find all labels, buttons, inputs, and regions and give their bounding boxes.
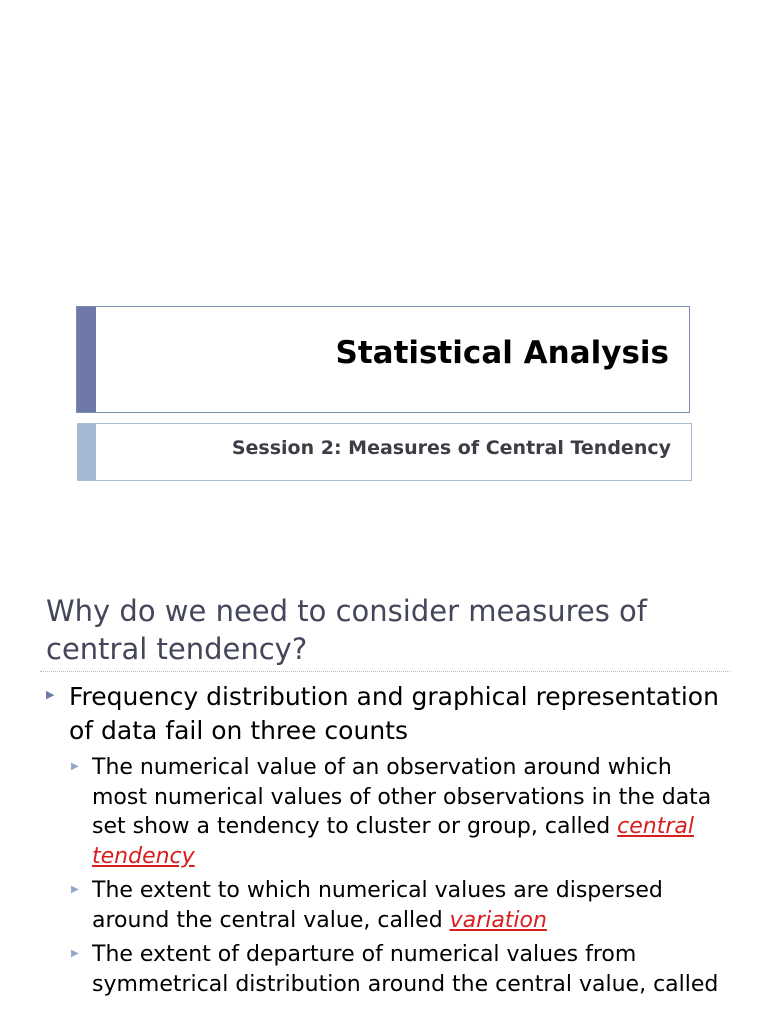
sub-bullet-item bbox=[0, 940, 768, 999]
bullet-list bbox=[0, 680, 768, 999]
page-title: Statistical Analysis bbox=[335, 335, 669, 371]
title-accent-bar bbox=[77, 307, 96, 412]
triangle-bullet-icon: ▶ bbox=[71, 761, 79, 772]
subtitle-accent-bar bbox=[78, 424, 96, 480]
slide-heading: Why do we need to consider measures of central tendency? bbox=[46, 594, 647, 666]
title-box bbox=[76, 306, 690, 413]
heading-divider bbox=[40, 671, 730, 672]
page-subtitle: Session 2: Measures of Central Tendency bbox=[231, 437, 671, 459]
triangle-bullet-icon: ▶ bbox=[71, 884, 79, 895]
sub-bullet-text: The numerical value of an observation around which most numerical values of other observations in the data set show a tendency to cluster or group, called bbox=[92, 755, 712, 839]
bullet-level1 bbox=[0, 680, 768, 748]
bullet-level1-text: Frequency distribution and graphical representation of data fail on three counts bbox=[69, 682, 719, 745]
subtitle-box bbox=[77, 423, 692, 481]
triangle-bullet-icon: ▶ bbox=[71, 948, 79, 959]
sub-bullet-text: The extent of departure of numerical values from symmetrical distribution around the central value, called bbox=[92, 942, 719, 997]
emphasis-term: variation bbox=[449, 907, 547, 933]
sub-bullet-item bbox=[0, 753, 768, 871]
sub-bullet-item bbox=[0, 876, 768, 935]
emphasis-term: central tendency bbox=[92, 814, 695, 869]
sub-bullet-text: The extent to which numerical values are dispersed around the central value, called bbox=[92, 878, 663, 933]
triangle-bullet-icon: ▶ bbox=[46, 688, 55, 701]
